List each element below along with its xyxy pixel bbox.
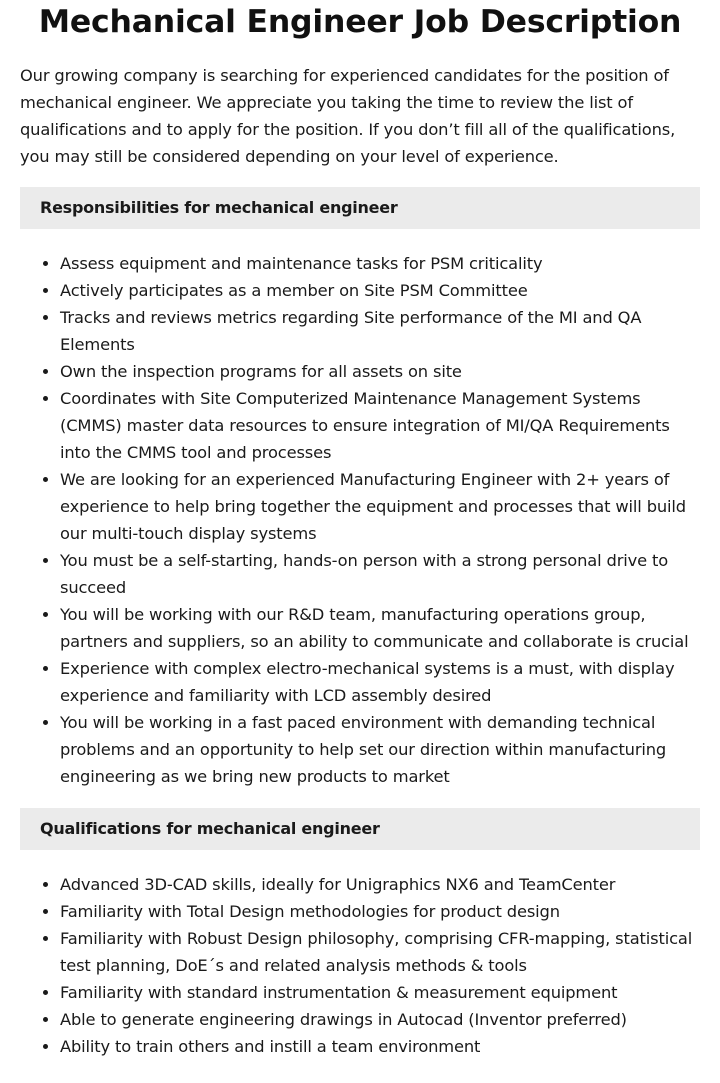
list-item: • Tracks and reviews metrics regarding Site performance of the MI and QA Elements — [60, 304, 700, 358]
list-item: • Experience with complex electro-mechanical systems is a must, with display experience and familiarity with LCD assembly desired — [60, 655, 700, 709]
list-item: • You must be a self-starting, hands-on person with a strong personal drive to succeed — [60, 547, 700, 601]
list-item: • Familiarity with Robust Design philosophy, comprising CFR-mapping, statistical test planning, DoE´s and related analysis methods & tools — [60, 925, 700, 979]
list-item: • Familiarity with standard instrumentation & measurement equipment — [60, 979, 700, 1006]
list-item: • Actively participates as a member on Site PSM Committee — [60, 277, 700, 304]
list-item: • Advanced 3D-CAD skills, ideally for Unigraphics NX6 and TeamCenter — [60, 871, 700, 898]
intro-paragraph: Our growing company is searching for experienced candidates for the position of mechanical engineer. We appreciate you taking the time to review the list of qualifications and to apply for the position. If you don’t fill all of the qualifications, you may still be considered depending on your level of experience. — [20, 66, 676, 166]
list-item: • Own the inspection programs for all assets on site — [60, 358, 700, 385]
responsibilities-list — [20, 250, 700, 790]
list-item: • You will be working with our R&D team, manufacturing operations group, partners and suppliers, so an ability to communicate and collaborate is crucial — [60, 601, 700, 655]
responsibilities-header: Responsibilities for mechanical engineer — [20, 187, 700, 229]
list-item: • Coordinates with Site Computerized Maintenance Management Systems (CMMS) master data resources to ensure integration of MI/QA Requirements into the CMMS tool and processes — [60, 385, 700, 466]
list-item: • You will be working in a fast paced environment with demanding technical problems and an opportunity to help set our direction within manufacturing engineering as we bring new products to market — [60, 709, 700, 790]
list-item: • Ability to train others and instill a team environment — [60, 1033, 700, 1060]
qualifications-header: Qualifications for mechanical engineer — [20, 808, 700, 850]
list-item: • Familiarity with Total Design methodologies for product design — [60, 898, 700, 925]
list-item: • Able to generate engineering drawings in Autocad (Inventor preferred) — [60, 1006, 700, 1033]
qualifications-list — [20, 871, 700, 1060]
list-item: • Assess equipment and maintenance tasks for PSM criticality — [60, 250, 700, 277]
page-title: Mechanical Engineer Job Description — [38, 4, 682, 40]
list-item: • We are looking for an experienced Manufacturing Engineer with 2+ years of experience to help bring together the equipment and processes that will build our multi-touch display systems — [60, 466, 700, 547]
